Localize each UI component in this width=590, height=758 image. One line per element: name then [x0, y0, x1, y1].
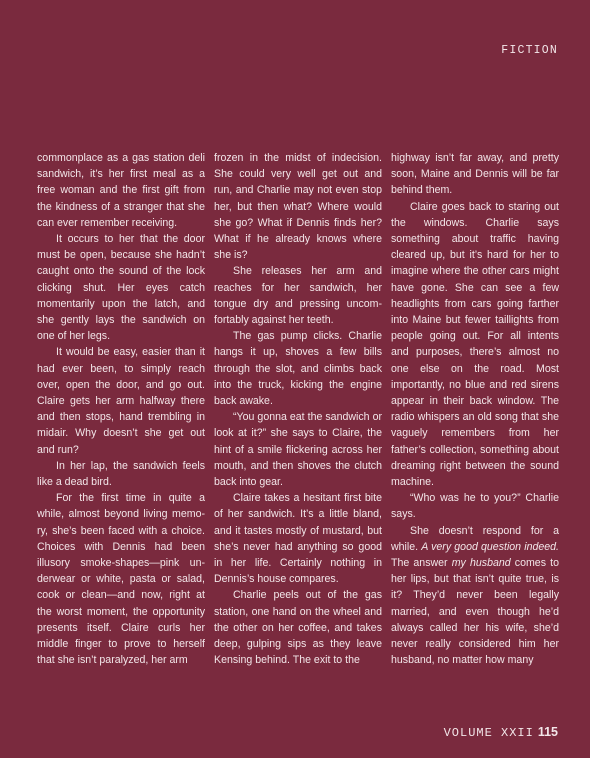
article-body	[37, 150, 559, 669]
paragraph: “Who was he to you?” Charlie says.	[391, 492, 559, 521]
column-1	[37, 150, 205, 669]
paragraph: It occurs to her that the door must be open, because she hadn’t caught onto the sound of the lock clicking shut. Her eyes catch momentarily upon the latch, and she gently lays the sandwich on one of her legs.	[37, 233, 205, 343]
text-run: She doesn’t respond for a while.	[391, 524, 559, 553]
paragraph	[391, 523, 559, 669]
section-label: FICTION	[501, 44, 558, 57]
paragraph: Claire takes a hesitant first bite of her sandwich. It’s a little bland, and it tastes mostly of mustard, but she’s never had anything so good in her life. Certainly nothing in Dennis’s house compares.	[214, 492, 382, 586]
paragraph: The gas pump clicks. Charlie hangs it up, shoves a few bills through the slot, and climbs back into the truck, kicking the engine back awake.	[214, 330, 382, 408]
paragraph: She releases her arm and reaches for her sandwich, her tongue dry and pressing uncomfortably against her teeth.	[214, 265, 382, 327]
volume-label: VOLUME XXII	[443, 726, 534, 740]
paragraph: frozen in the midst of indecision. She could very well get out and run, and Charlie may not even stop her, but then what? Where would she go? What if Dennis finds her? What if he already knows where she is?	[214, 152, 382, 262]
paragraph: commonplace as a gas station deli sandwich, it’s her first meal as a free woman and the first gift from the kindness of a stranger that she can ever remember receiving.	[37, 152, 205, 229]
column-2	[214, 150, 382, 669]
paragraph: In her lap, the sandwich feels like a dead bird.	[37, 459, 205, 489]
column-3	[391, 150, 559, 669]
paragraph: Claire goes back to staring out the windows. Charlie says something about traffic having cleared up, but it’s hard for her to imagine where the other cars might have gone. She can see a few headlights from cars going farther into Maine but fewer taillights from people going out. For all intents and purposes, there’s almost no one else on the road. Most importantly, no blue and red sirens appear in their back window. The radio whispers an old song that she vaguely remembers from her father’s collection, something about dreaming right between the sound machine.	[391, 200, 559, 489]
text-run: The answer	[391, 557, 452, 570]
paragraph: For the first time in quite a while, almost beyond living memory, she’s been faced with a choice. Choices with Dennis had been illusory smoke-shapes—pink underwear or white, pasta or salad, cook or clean—and now, right at the worst moment, the opportunity presents itself. Claire curls her middle finger to prove to herself that she isn’t paralyzed, her arm	[37, 492, 205, 667]
paragraph: highway isn’t far away, and pretty soon, Maine and Dennis will be far behind them.	[391, 152, 559, 197]
page-number: 115	[537, 725, 558, 739]
text-run: comes to her lips, but that isn’t quite true, is it? They’d never been legally married, and even though he’d always called her his wife, she’d never really considered him her husband, no matter how many	[391, 557, 559, 667]
paragraph: “You gonna eat the sandwich or look at it?” she says to Claire, the hint of a smile flickering across her mouth, and then shoves the clutch back into gear.	[214, 411, 382, 489]
paragraph: It would be easy, easier than it had ever been, to simply reach over, open the door, and go out. Claire gets her arm halfway there and then stops, hand trembling in midair. Why doesn’t she get out and run?	[37, 346, 205, 456]
italic-text: A very good question indeed.	[421, 540, 559, 553]
italic-text: my husband	[451, 557, 511, 570]
paragraph: Charlie peels out of the gas station, one hand on the wheel and the other on her coffee, and takes deep, gulping sips as they leave Kensing behind. The exit to the	[214, 589, 382, 667]
page-footer	[444, 725, 558, 740]
